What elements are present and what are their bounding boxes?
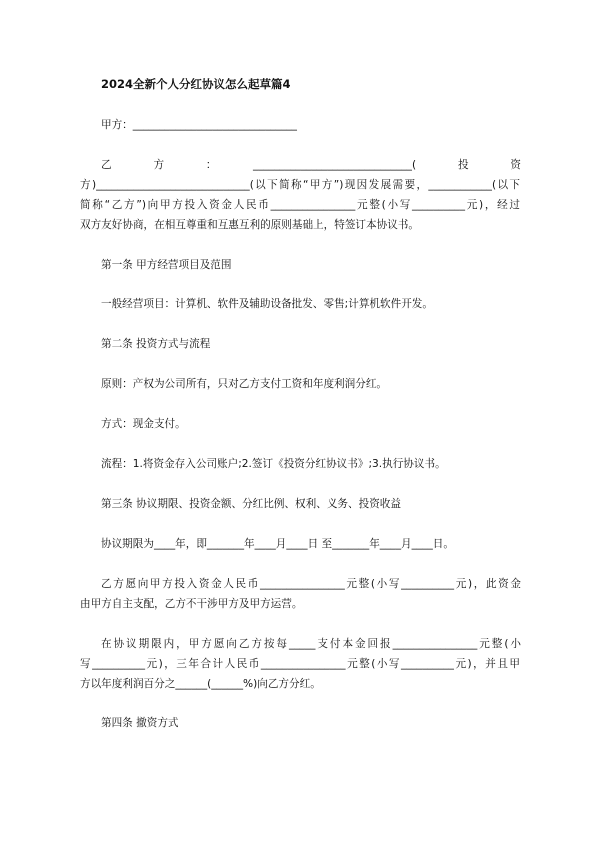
party-b-line-4: 双方友好协商，在相互尊重和互惠互利的原则基础上，特签订本协议书。 [80, 219, 419, 231]
article-3-investment-line-1: 乙方愿向甲方投入资金人民币________________元整(小写__________元)，此资金 [101, 578, 521, 590]
article-2-principle: 原则：产权为公司所有，只对乙方支付工资和年度利润分红。 [101, 378, 388, 390]
party-b-line-2: 方)_____________________________(以下简称“甲方”)现因发展需要，____________(以下 [80, 179, 520, 191]
article-3-title: 第三条 协议期限、投资金额、分红比例、权利、义务、投资收益 [101, 498, 401, 510]
article-2-method: 方式：现金支付。 [101, 418, 186, 430]
party-b-line-1: 乙 方 ： ______________________________( 投 资 [101, 159, 521, 171]
article-2-title: 第二条 投资方式与流程 [101, 338, 211, 350]
article-2-process: 流程：1.将资金存入公司账户;2.签订《投资分红协议书》;3.执行协议书。 [101, 458, 446, 470]
article-3-period: 协议期限为____年，即_______年____月____日 至_______年____月____日。 [101, 538, 454, 550]
article-3-return-line-2: 写__________元)，三年合计人民币________________元整(小写__________元)，并且甲 [80, 658, 520, 670]
article-3-return-line-1: 在协议期限内，甲方愿向乙方按每_____支付本金回报________________元整(小 [101, 638, 521, 650]
article-3-investment-line-2: 由甲方自主支配，乙方不干涉甲方及甲方运营。 [80, 598, 303, 610]
article-1-text: 一般经营项目：计算机、软件及辅助设备批发、零售;计算机软件开发。 [101, 298, 433, 310]
article-1-title: 第一条 甲方经营项目及范围 [101, 259, 232, 271]
party-b-line-3: 简称“乙方”)向甲方投入资金人民币________________元整(小写__________元)，经过 [80, 199, 520, 211]
party-a-line: 甲方：_______________________________ [101, 119, 297, 131]
document-title: 2024全新个人分红协议怎么起草篇4 [101, 77, 291, 91]
article-4-title: 第四条 撤资方式 [101, 717, 179, 729]
article-3-return-line-3: 方以年度利润百分之______(______%)向乙方分红。 [80, 678, 321, 690]
